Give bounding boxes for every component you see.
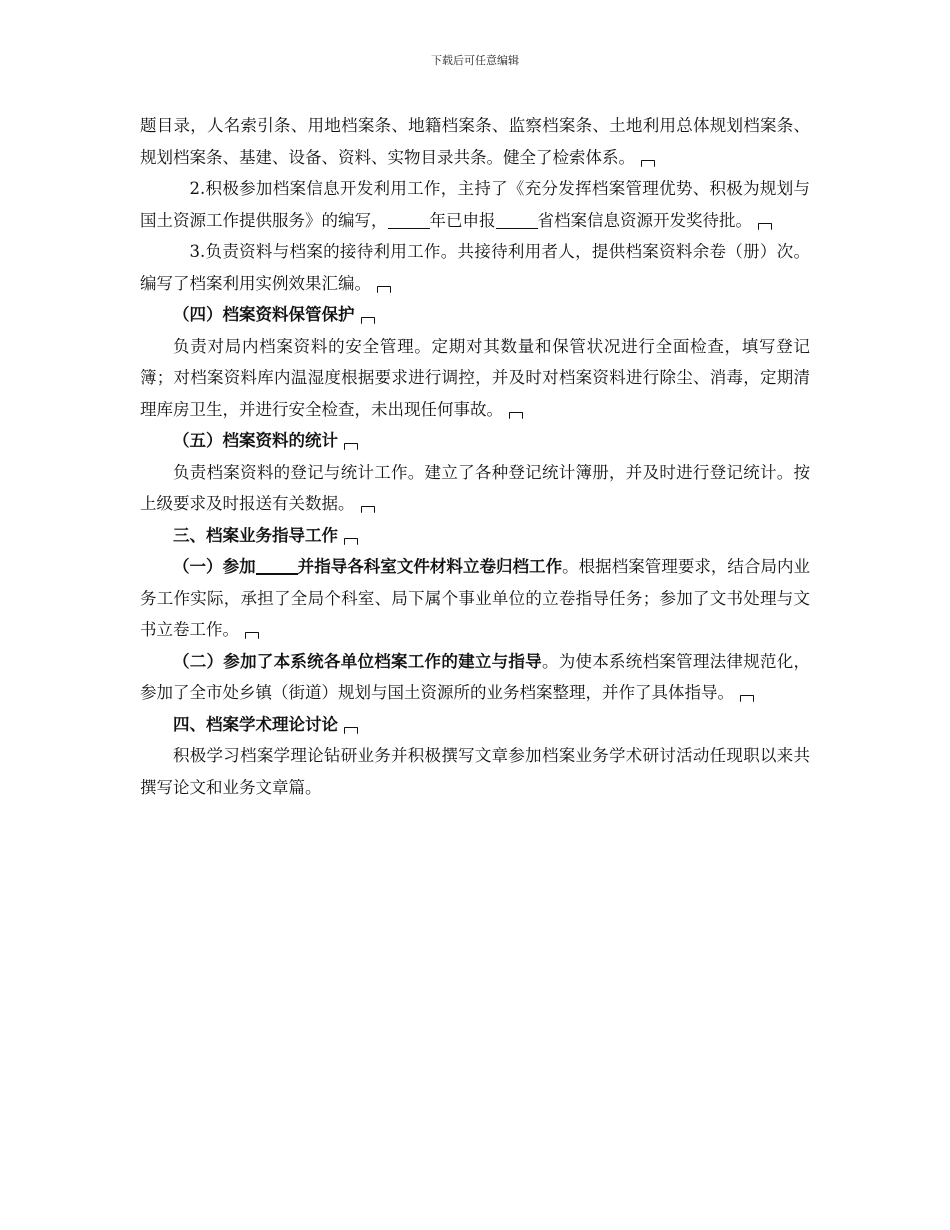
fill-blank [388,211,430,229]
paragraph-guidance-2 [140,646,810,709]
paragraph-mark-icon [344,443,358,450]
paragraph-mark-icon [245,632,259,639]
document-body [140,110,810,803]
heading-text: （四）档案资料保管保护 [173,305,355,324]
section-heading-4 [140,299,810,331]
paragraph-guidance-1 [140,551,810,646]
paragraph-text: 。根据档案管理要求，结合局内业务工作实际，承担了全局个科室、局下属个事业单位的立卷指导任务；参加了文书处理与文书立卷工作。 [140,557,811,639]
paragraph-text: 省档案信息资源开发奖待批。 [537,210,752,230]
bold-lead-text: （二）参加了本系统各单位档案工作的建立与指导 [173,651,542,671]
paragraph-text: 题目录，人名索引条、用地档案条、地籍档案条、监察档案条、土地利用总体规划档案条、规划档案条、基建、设备、资料、实物目录共条。健全了检索体系。 [140,116,810,167]
paragraph-index-summary [140,110,810,173]
paragraph-storage [140,331,810,426]
paragraph-mark-icon [377,286,391,293]
bold-lead-text: 并指导各科室文件材料立卷归档工作 [297,557,563,576]
paragraph-mark-icon [344,727,358,734]
paragraph-item-3 [140,236,810,299]
page-header: 下载后可任意编辑 [431,54,519,67]
fill-blank [256,557,298,576]
heading-text: 四、档案学术理论讨论 [173,714,338,734]
paragraph-item-2 [140,173,810,236]
paragraph-text: 负责档案资料的登记与统计工作。建立了各种登记统计簿册，并及时进行登记统计。按上级要求及时报送有关数据。 [140,462,810,513]
bold-lead-text: （一）参加 [173,557,256,576]
paragraph-text: 。为使本系统档案管理法律规范化，参加了全市处乡镇（街道）规划与国土资源所的业务档案整理，并作了具体指导。 [140,651,811,702]
heading-text: 三、档案业务指导工作 [173,525,338,545]
paragraph-statistics [140,457,810,520]
section-heading-three [140,520,810,552]
paragraph-mark-icon [361,506,375,513]
heading-text: （五）档案资料的统计 [173,431,338,450]
paragraph-mark-icon [361,317,375,324]
section-heading-four [140,709,810,741]
paragraph-text: 年已申报 [429,210,496,230]
paragraph-mark-icon [758,223,772,230]
paragraph-text: 2.积极参加档案信息开发利用工作，主持了《充分发挥档案管理优势、积极为规划与国土资源工作提供服务》的编写， [140,179,810,230]
paragraph-mark-icon [740,695,754,702]
paragraph-mark-icon [509,412,523,419]
fill-blank [496,211,538,229]
paragraph-mark-icon [641,160,655,167]
section-heading-5 [140,425,810,457]
paragraph-text: 3.负责资料与档案的接待利用工作。共接待利用者人，提供档案资料余卷（册）次。编写了档案利用实例效果汇编。 [140,242,810,293]
paragraph-text: 负责对局内档案资料的安全管理。定期对其数量和保管状况进行全面检查，填写登记簿；对档案资料库内温湿度根据要求进行调控，并及时对档案资料进行除尘、消毒，定期清理库房卫生，并进行安全检查，未出现任何事故。 [140,336,810,419]
paragraph-academic [140,740,810,803]
paragraph-text: 积极学习档案学理论钻研业务并积极撰写文章参加档案业务学术研讨活动任现职以来共撰写论文和业务文章篇。 [140,746,810,797]
paragraph-mark-icon [344,538,358,545]
